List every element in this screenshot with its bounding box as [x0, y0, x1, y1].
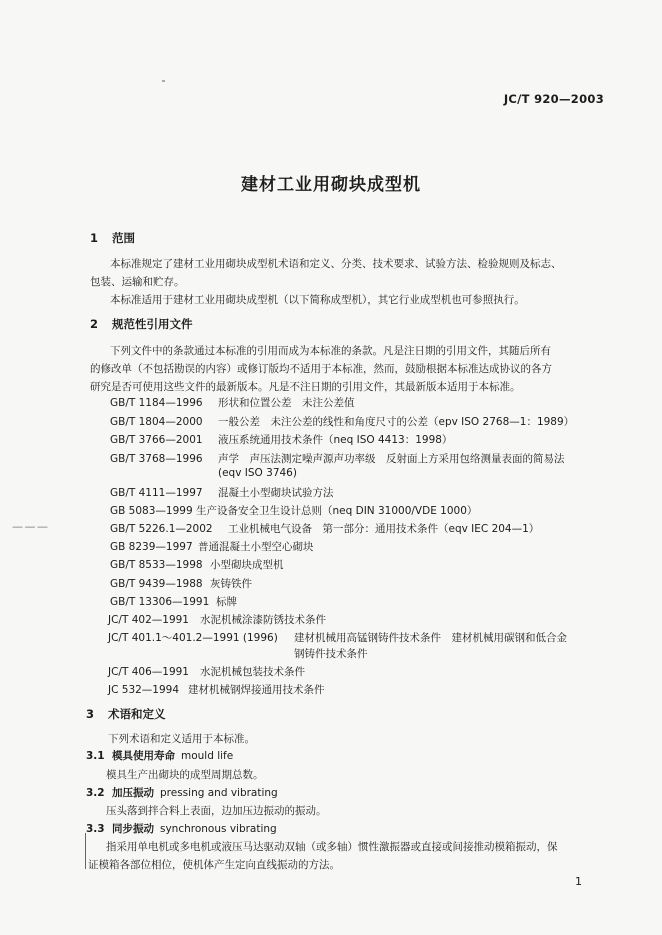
reference-code: GB 8239—1997	[110, 541, 193, 553]
reference-title: 声学 声压法测定噪声源声功率级 反射面上方采用包络测量表面的简易法	[218, 453, 565, 465]
reference-item	[110, 539, 314, 554]
term-definition-line-1: 指采用单电机或多电机或液压马达驱动双轴（或多轴）惯性激振器或直接或间接推动模箱振动，保	[106, 841, 558, 853]
term-heading	[86, 748, 233, 763]
section-2-intro-line-2: 的修改单（不包括勘误的内容）或修订版均不适用于本标准，然而，鼓励根据本标准达成协议的各方	[90, 363, 552, 375]
page-number: 1	[575, 875, 582, 888]
reference-title: 建材机械钢焊接通用技术条件	[188, 684, 325, 696]
section-2-intro-line-3: 研究是否可使用这些文件的最新版本。凡是不注日期的引用文件，其最新版本适用于本标准。	[90, 381, 521, 393]
reference-code: GB/T 1804—2000	[110, 416, 203, 428]
standard-code-header: JC/T 920—2003	[503, 92, 604, 106]
reference-item	[110, 451, 565, 466]
reference-item	[110, 503, 477, 518]
section-3-intro: 下列术语和定义适用于本标准。	[108, 733, 255, 745]
term-name-en: mould life	[181, 750, 234, 762]
reference-title: 标牌	[216, 596, 237, 608]
reference-item	[108, 612, 326, 627]
reference-title-continuation: (eqv ISO 3746)	[218, 467, 297, 479]
term-name-zh: 模具使用寿命	[112, 750, 175, 762]
reference-code: JC/T 401.1～401.2—1991 (1996)	[108, 632, 278, 644]
section-1-number: 1	[90, 231, 99, 245]
reference-title: 小型砌块成型机	[210, 559, 284, 571]
term-number: 3.2	[86, 787, 105, 799]
reference-item	[110, 395, 355, 410]
reference-title: 混凝土小型砌块试验方法	[218, 487, 334, 499]
term-number: 3.3	[86, 823, 105, 835]
reference-item	[110, 521, 539, 536]
reference-item	[110, 414, 574, 429]
reference-item	[108, 630, 567, 645]
reference-title: 形状和位置公差 未注公差值	[218, 397, 355, 409]
term-definition: 模具生产出砌块的成型周期总数。	[106, 769, 264, 781]
section-1-para-1-line-1: 本标准规定了建材工业用砌块成型机术语和定义、分类、技术要求、试验方法、检验规则及标志、	[110, 258, 562, 270]
reference-code: GB/T 1184—1996	[110, 397, 203, 409]
reference-title: 水泥机械涂漆防锈技术条件	[200, 614, 326, 626]
reference-item	[108, 664, 305, 679]
scan-margin-line	[85, 833, 86, 869]
term-definition: 压头落到拌合料上表面，边加压边振动的振动。	[106, 805, 327, 817]
reference-code: GB/T 3768—1996	[110, 453, 203, 465]
reference-code: JC/T 402—1991	[108, 614, 189, 626]
margin-dash-mark: — — —	[12, 520, 47, 533]
reference-title: 建材机械用高锰钢铸件技术条件 建材机械用碳钢和低合金	[294, 632, 567, 644]
reference-title: 一般公差 未注公差的线性和角度尺寸的公差（epv ISO 2768—1：1989）	[218, 416, 575, 428]
term-heading	[86, 785, 278, 800]
reference-item	[110, 576, 252, 591]
reference-title: 工业机械电气设备 第一部分：通用技术条件（eqv IEC 204—1）	[228, 523, 540, 535]
reference-code: GB/T 4111—1997	[110, 487, 203, 499]
section-3-title: 术语和定义	[108, 707, 166, 721]
section-1-title: 范围	[112, 231, 135, 245]
reference-code: GB/T 3766—2001	[110, 434, 203, 446]
document-title: 建材工业用砌块成型机	[241, 175, 421, 195]
section-2-title: 规范性引用文件	[112, 317, 193, 331]
reference-code: GB/T 8533—1998	[110, 559, 203, 571]
section-2-heading	[90, 316, 193, 332]
reference-item	[110, 432, 452, 447]
section-2-intro-line-1: 下列文件中的条款通过本标准的引用而成为本标准的条款。凡是注日期的引用文件，其随后所有	[110, 345, 551, 357]
reference-code: GB/T 9439—1988	[110, 578, 203, 590]
reference-title: 生产设备安全卫生设计总则（neq DIN 31000/VDE 1000）	[196, 505, 478, 517]
reference-code: GB/T 5226.1—2002	[110, 523, 213, 535]
term-name-zh: 同步振动	[112, 823, 154, 835]
reference-item	[110, 557, 284, 572]
reference-code: GB/T 13306—1991	[110, 596, 210, 608]
reference-code: JC 532—1994	[108, 684, 180, 696]
reference-title: 灰铸铁件	[210, 578, 252, 590]
reference-title: 液压系统通用技术条件（neq ISO 4413：1998）	[218, 434, 453, 446]
term-name-en: pressing and vibrating	[160, 787, 278, 799]
reference-item	[110, 594, 237, 609]
section-1-heading	[90, 230, 135, 246]
section-1-para-2: 本标准适用于建材工业用砌块成型机（以下简称成型机），其它行业成型机也可参照执行。	[110, 294, 525, 306]
reference-item	[110, 485, 334, 500]
section-3-number: 3	[86, 707, 95, 721]
reference-title: 普通混凝土小型空心砌块	[198, 541, 314, 553]
term-definition-line-2: 证模箱各部位相位，使机体产生定向直线振动的方法。	[88, 859, 340, 871]
section-2-number: 2	[90, 317, 99, 331]
term-name-en: synchronous vibrating	[160, 823, 277, 835]
section-1-para-1-line-2: 包装、运输和贮存。	[90, 276, 185, 288]
term-number: 3.1	[86, 750, 105, 762]
reference-title: 水泥机械包装技术条件	[200, 666, 305, 678]
reference-code: JC/T 406—1991	[108, 666, 189, 678]
reference-code: GB 5083—1999	[110, 505, 193, 517]
term-heading	[86, 821, 277, 836]
reference-item	[108, 682, 325, 697]
term-name-zh: 加压振动	[112, 787, 154, 799]
reference-title-continuation: 钢铸件技术条件	[294, 648, 368, 660]
section-3-heading	[86, 706, 166, 722]
scan-speck	[162, 80, 165, 82]
